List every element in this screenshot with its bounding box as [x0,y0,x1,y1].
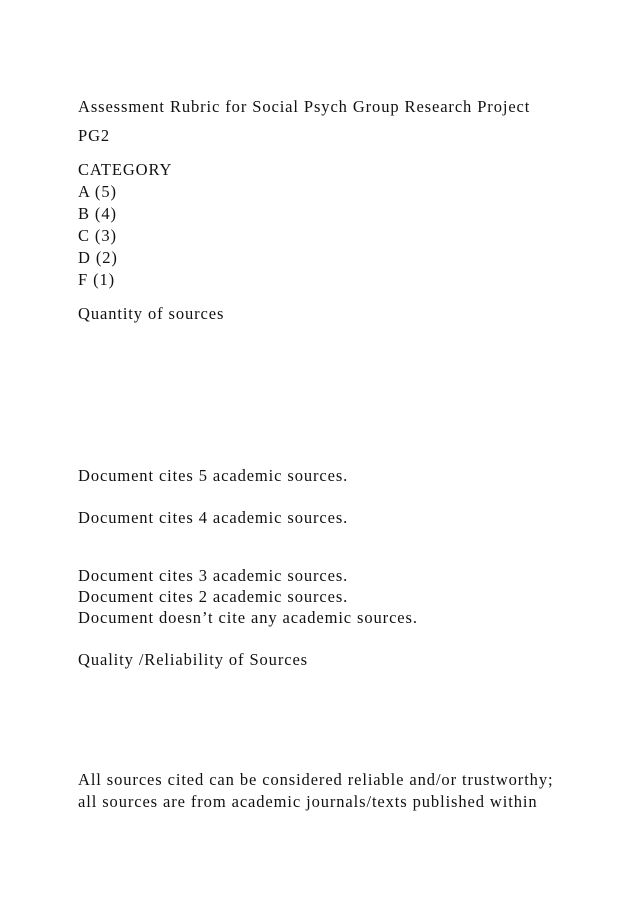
quantity-criterion-c: Document cites 3 academic sources. [78,566,349,585]
quantity-criterion-d: Document cites 2 academic sources. [78,587,349,606]
quality-criterion-line-2: all sources are from academic journals/texts published within [78,792,538,811]
grade-a: A (5) [78,182,117,201]
grade-d: D (2) [78,248,118,267]
category-header: CATEGORY [78,160,173,179]
grade-c: C (3) [78,226,117,245]
quantity-criterion-b: Document cites 4 academic sources. [78,508,349,527]
quality-criterion-line-1: All sources cited can be considered reliable and/or trustworthy; [78,770,554,789]
quantity-criterion-a: Document cites 5 academic sources. [78,466,349,485]
document-title-line-1: Assessment Rubric for Social Psych Group Research Project [78,97,531,116]
section-quantity-title: Quantity of sources [78,304,225,323]
grade-f: F (1) [78,270,116,289]
quantity-criterion-f: Document doesn’t cite any academic sources. [78,608,418,627]
section-quality-title: Quality /Reliability of Sources [78,650,308,669]
grade-b: B (4) [78,204,117,223]
document-title-line-2: PG2 [78,126,111,145]
